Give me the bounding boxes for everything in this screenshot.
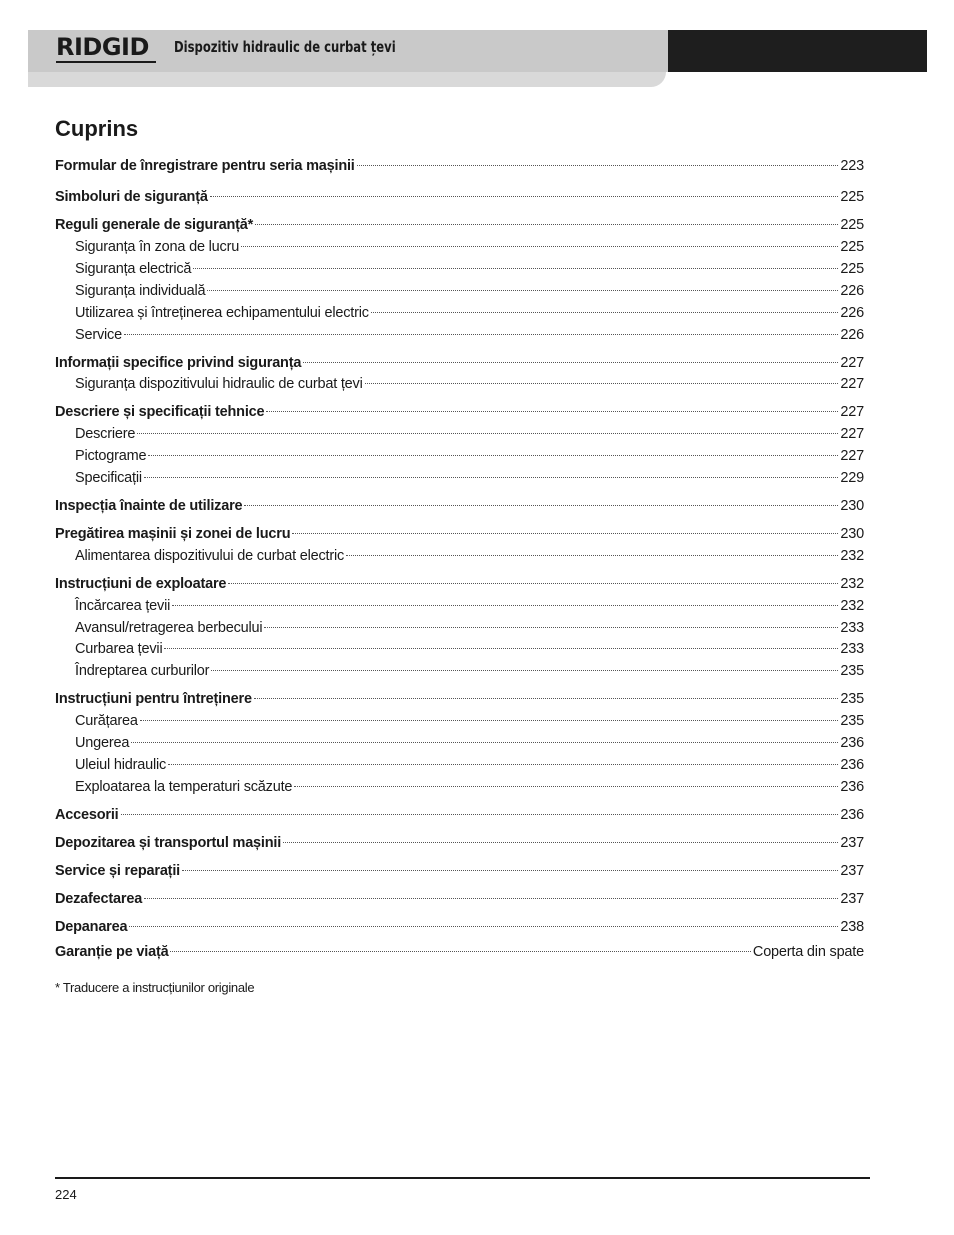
toc-entry-title: Simboluri de siguranță <box>55 189 208 205</box>
toc-leader-dots <box>131 742 838 743</box>
toc-entry[interactable] <box>55 777 864 797</box>
toc-leader-dots <box>211 670 838 671</box>
toc-entry[interactable] <box>55 596 864 616</box>
toc-entry-page: Coperta din spate <box>752 944 864 960</box>
toc-leader-dots <box>303 362 838 363</box>
toc-entry-page: 235 <box>840 713 864 729</box>
toc-entry-title: Îndreptarea curburilor <box>75 663 210 679</box>
toc-entry[interactable] <box>55 546 864 566</box>
toc-leader-dots <box>210 196 839 197</box>
toc-leader-dots <box>137 433 838 434</box>
toc-entry-page: 227 <box>840 376 864 392</box>
toc-entry-title: Avansul/retragerea berbecului <box>75 620 263 636</box>
toc-entry-title: Reguli generale de siguranță* <box>55 217 254 233</box>
ridgid-logo: RIDGID <box>56 33 149 61</box>
toc-entry-page: 235 <box>840 663 864 679</box>
toc-entry[interactable] <box>55 917 864 937</box>
toc-leader-dots <box>129 926 838 927</box>
toc-entry[interactable] <box>55 325 864 345</box>
toc-leader-dots <box>172 605 838 606</box>
toc-entry-title: Service și reparații <box>55 863 180 879</box>
toc-leader-dots <box>207 290 838 291</box>
toc-entry-title: Informații specifice privind siguranța <box>55 355 302 371</box>
toc-leader-dots <box>228 583 838 584</box>
toc-entry[interactable] <box>55 237 864 257</box>
toc-entry-title: Utilizarea și întreținerea echipamentului electric <box>75 305 369 321</box>
header-black-block <box>668 30 927 72</box>
toc-entry-page: 236 <box>840 779 864 795</box>
toc-leader-dots <box>371 312 839 313</box>
toc-entry-title: Curățarea <box>75 713 138 729</box>
toc-entry-title: Descriere <box>75 426 136 442</box>
toc-entry-page: 236 <box>840 807 864 823</box>
toc-entry-page: 233 <box>840 620 864 636</box>
toc-entry[interactable] <box>55 524 864 544</box>
toc-entry-page: 236 <box>840 735 864 751</box>
toc-entry-title: Alimentarea dispozitivului de curbat electric <box>75 548 345 564</box>
toc-entry[interactable] <box>55 374 864 394</box>
toc-entry[interactable] <box>55 661 864 681</box>
toc-entry[interactable] <box>55 402 864 422</box>
toc-entry[interactable] <box>55 353 864 373</box>
toc-entry-title: Dezafectarea <box>55 891 143 907</box>
toc-entry-page: 227 <box>840 355 864 371</box>
toc-entry-page: 235 <box>840 691 864 707</box>
toc-leader-dots <box>244 505 838 506</box>
toc-entry[interactable] <box>55 259 864 279</box>
toc-entry[interactable] <box>55 618 864 638</box>
toc-entry[interactable] <box>55 805 864 825</box>
toc-entry-title: Siguranța electrică <box>75 261 192 277</box>
toc-entry[interactable] <box>55 574 864 594</box>
toc-entry-page: 232 <box>840 548 864 564</box>
footer-rule <box>55 1177 870 1179</box>
toc-leader-dots <box>124 334 838 335</box>
toc-leader-dots <box>144 477 838 478</box>
toc-entry-title: Instrucțiuni de exploatare <box>55 576 227 592</box>
toc-leader-dots <box>357 165 839 166</box>
toc-leader-dots <box>168 764 838 765</box>
toc-leader-dots <box>254 698 839 699</box>
toc-entry-title: Siguranța individuală <box>75 283 206 299</box>
toc-leader-dots <box>170 951 750 952</box>
page-number: 224 <box>55 1187 77 1202</box>
toc-leader-dots <box>292 533 838 534</box>
logo-underline <box>56 61 156 63</box>
toc-entry-page: 226 <box>840 305 864 321</box>
translation-footnote: * Traducere a instrucțiunilor originale <box>55 980 255 995</box>
toc-entry-title: Formular de înregistrare pentru seria mașinii <box>55 158 355 174</box>
toc-entry-title: Instrucțiuni pentru întreținere <box>55 691 252 707</box>
toc-entry[interactable] <box>55 496 864 516</box>
toc-entry-title: Exploatarea la temperaturi scăzute <box>75 779 293 795</box>
toc-leader-dots <box>164 648 838 649</box>
toc-leader-dots <box>264 627 838 628</box>
toc-entry-title: Uleiul hidraulic <box>75 757 167 773</box>
toc-leader-dots <box>148 455 838 456</box>
toc-entry-page: 225 <box>840 261 864 277</box>
toc-leader-dots <box>346 555 838 556</box>
toc-entry-page: 237 <box>840 891 864 907</box>
toc-entry[interactable] <box>55 889 864 909</box>
document-title: Dispozitiv hidraulic de curbat țevi <box>174 38 396 56</box>
toc-entry-title: Descriere și specificații tehnice <box>55 404 265 420</box>
toc-entry-page: 227 <box>840 404 864 420</box>
toc-entry-title: Garanție pe viață <box>55 944 169 960</box>
toc-entry-title: Ungerea <box>75 735 130 751</box>
toc-leader-dots <box>294 786 838 787</box>
toc-entry-page: 225 <box>840 189 864 205</box>
toc-entry[interactable] <box>55 156 864 176</box>
toc-entry-page: 233 <box>840 641 864 657</box>
toc-entry-page: 223 <box>840 158 864 174</box>
toc-entry[interactable] <box>55 187 864 207</box>
toc-entry[interactable] <box>55 755 864 775</box>
toc-leader-dots <box>365 383 839 384</box>
toc-entry[interactable] <box>55 689 864 709</box>
toc-entry-title: Siguranța dispozitivului hidraulic de curbat țevi <box>75 376 363 392</box>
toc-entry-page: 226 <box>840 327 864 343</box>
toc-leader-dots <box>140 720 839 721</box>
toc-leader-dots <box>266 411 838 412</box>
toc-entry[interactable] <box>55 303 864 323</box>
header-underband <box>28 72 666 87</box>
toc-leader-dots <box>193 268 838 269</box>
toc-entry-page: 237 <box>840 863 864 879</box>
toc-entry-title: Curbarea țevii <box>75 641 163 657</box>
toc-entry[interactable] <box>55 711 864 731</box>
toc-entry-page: 227 <box>840 448 864 464</box>
toc-entry-page: 225 <box>840 239 864 255</box>
toc-entry-page: 232 <box>840 576 864 592</box>
toc-entry-page: 237 <box>840 835 864 851</box>
toc-entry-page: 230 <box>840 526 864 542</box>
toc-leader-dots <box>255 224 838 225</box>
toc-entry-title: Depozitarea și transportul mașinii <box>55 835 282 851</box>
toc-entry-title: Service <box>75 327 122 343</box>
toc-entry[interactable] <box>55 281 864 301</box>
toc-entry-title: Inspecția înainte de utilizare <box>55 498 243 514</box>
toc-entry[interactable] <box>55 833 864 853</box>
toc-leader-dots <box>182 870 838 871</box>
toc-entry-title: Pictograme <box>75 448 147 464</box>
toc-entry-page: 232 <box>840 598 864 614</box>
toc-entry[interactable] <box>55 861 864 881</box>
toc-entry[interactable] <box>55 942 864 962</box>
toc-leader-dots <box>121 814 839 815</box>
toc-leader-dots <box>144 898 838 899</box>
toc-entry-page: 230 <box>840 498 864 514</box>
toc-entry-title: Siguranța în zona de lucru <box>75 239 240 255</box>
toc-entry-title: Pregătirea mașinii și zonei de lucru <box>55 526 291 542</box>
toc-entry[interactable] <box>55 424 864 444</box>
toc-entry-page: 227 <box>840 426 864 442</box>
toc-entry-page: 238 <box>840 919 864 935</box>
toc-entry[interactable] <box>55 446 864 466</box>
toc-entry-page: 236 <box>840 757 864 773</box>
toc-leader-dots <box>283 842 838 843</box>
toc-heading: Cuprins <box>55 116 139 141</box>
toc-entry-title: Depanarea <box>55 919 128 935</box>
toc-entry-title: Specificații <box>75 470 142 486</box>
toc-entry-page: 229 <box>840 470 864 486</box>
toc-entry-title: Încărcarea țevii <box>75 598 171 614</box>
toc-leader-dots <box>241 246 838 247</box>
toc-entry[interactable] <box>55 639 864 659</box>
toc-entry-page: 225 <box>840 217 864 233</box>
toc-entry-page: 226 <box>840 283 864 299</box>
toc-entry[interactable] <box>55 468 864 488</box>
toc-entry[interactable] <box>55 215 864 235</box>
toc-entry-title: Accesorii <box>55 807 119 823</box>
toc-entry[interactable] <box>55 733 864 753</box>
